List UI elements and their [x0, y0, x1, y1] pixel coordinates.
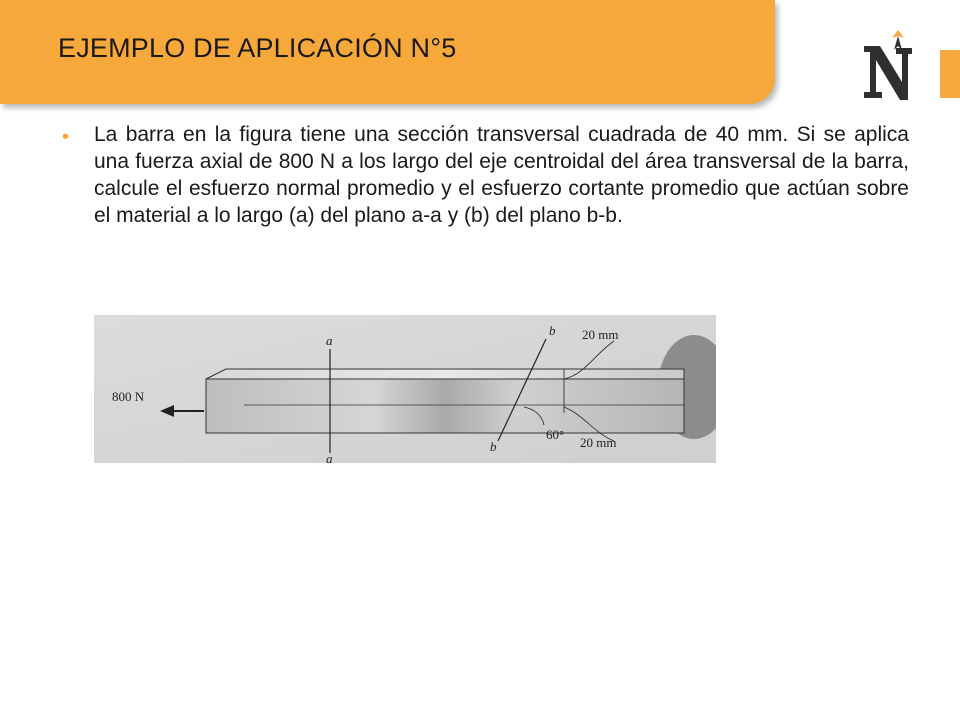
dim-top-label: 20 mm: [582, 327, 619, 342]
bullet-marker: •: [62, 126, 70, 148]
plane-b-bottom-label: b: [490, 439, 497, 454]
plane-a-bottom-label: a: [326, 451, 333, 463]
bar-front-face: [206, 379, 684, 433]
title-banner: [0, 0, 775, 104]
force-label: 800 N: [112, 389, 145, 404]
dim-bottom-label: 20 mm: [580, 435, 617, 450]
bar-top-face: [206, 369, 684, 379]
n-compass-logo-icon: [858, 24, 916, 104]
slide-title: EJEMPLO DE APLICACIÓN N°5: [58, 33, 457, 63]
plane-a-top-label: a: [326, 333, 333, 348]
problem-statement: La barra en la figura tiene una sección transversal cuadrada de 40 mm. Si se aplica una fuerza axial de 800 N a los largo del eje centroidal del área transversal de la barra, calcule el esfuerzo normal promedio y el esfuerzo cortante promedio que actúan sobre el material a lo largo (a) del plano a-a y (b) del plano b-b.: [94, 123, 909, 227]
bar-figure: [94, 315, 716, 463]
plane-b-top-label: b: [549, 323, 556, 338]
angle-label: 60°: [546, 427, 565, 442]
accent-bar: [940, 50, 960, 98]
